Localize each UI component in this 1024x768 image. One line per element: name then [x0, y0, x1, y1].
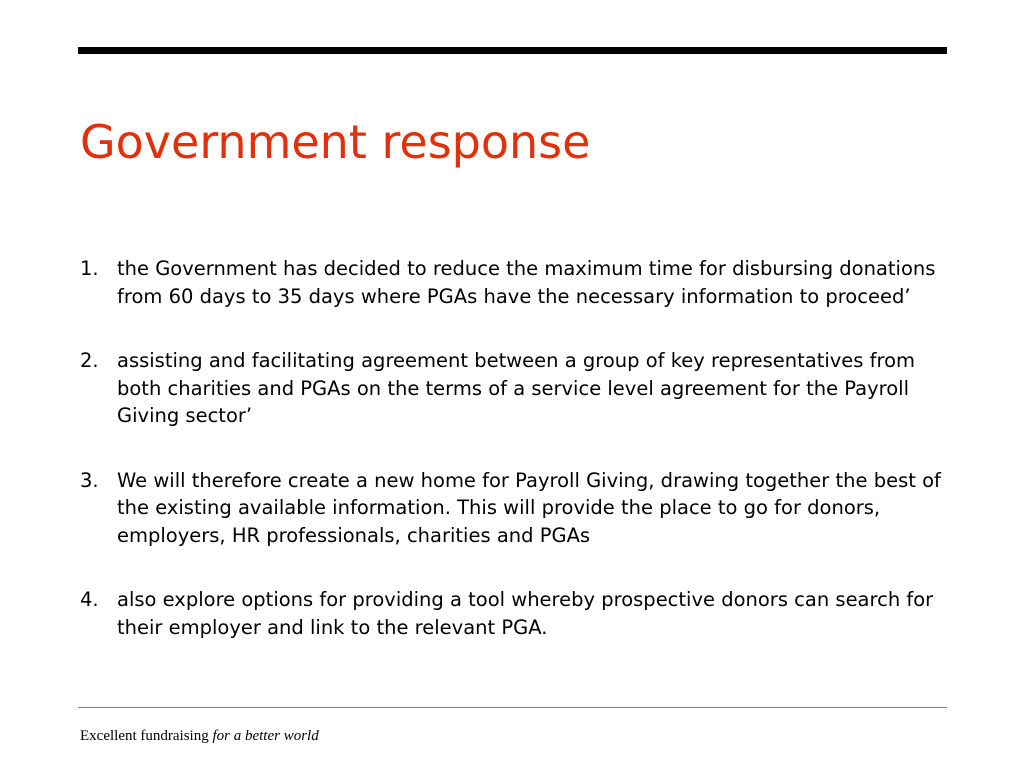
list-item-text: the Government has decided to reduce the maximum time for disbursing donations from 60 days to 35 days where PGAs have the necessary information to proceed’ — [117, 257, 936, 308]
list-item-number: 4. — [80, 588, 99, 611]
list-item — [80, 347, 950, 430]
top-divider — [78, 47, 947, 54]
list-item — [80, 255, 950, 310]
footer-text: Excellent fundraising — [80, 728, 209, 744]
list-item — [80, 467, 950, 550]
list-item-text: also explore options for providing a tool whereby prospective donors can search for their employer and link to the relevant PGA. — [117, 588, 934, 639]
list-item-text: We will therefore create a new home for Payroll Giving, drawing together the best of the existing available information. This will provide the place to go for donors, employers, HR professionals, charities and PGAs — [117, 468, 941, 547]
bottom-divider — [78, 707, 947, 708]
list-item-number: 2. — [80, 349, 99, 372]
footer-tagline — [80, 728, 319, 745]
list-item-text: assisting and facilitating agreement between a group of key representatives from both charities and PGAs on the terms of a service level agreement for the Payroll Giving sector’ — [117, 349, 916, 427]
numbered-list — [80, 255, 950, 641]
list-item-number: 1. — [80, 257, 99, 280]
list-item — [80, 586, 950, 641]
slide-title: Government response — [80, 115, 591, 169]
footer-italic-text: for a better world — [212, 728, 319, 744]
list-item-number: 3. — [80, 468, 99, 492]
